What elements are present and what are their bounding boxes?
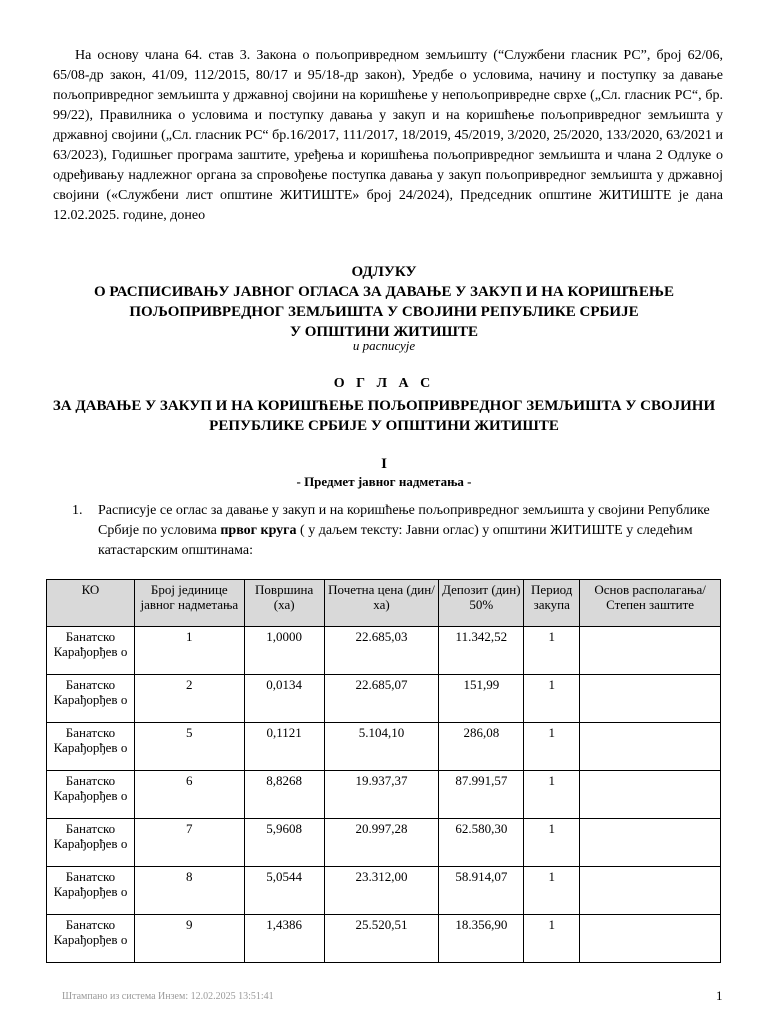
publishes-text: и расписује <box>352 338 416 353</box>
table-cell: 1,0000 <box>244 627 324 675</box>
table-cell: 62.580,30 <box>439 819 524 867</box>
table-cell: 1 <box>524 867 580 915</box>
table-cell: 6 <box>134 771 244 819</box>
table-cell: 1 <box>524 627 580 675</box>
list-item-number: 1. <box>72 503 83 518</box>
table-cell: 9 <box>134 915 244 963</box>
table-cell: 5,9608 <box>244 819 324 867</box>
printed-from-system-note: Штампано из система Инзем: 12.02.2025 13:51:41 <box>62 991 274 1002</box>
table-cell: 18.356,90 <box>439 915 524 963</box>
decision-title-line: ПОЉОПРИВРЕДНОГ ЗЕМЉИШТА У СВОЈИНИ РЕПУБЛИКЕ СРБИЈЕ <box>129 304 639 320</box>
table-cell: 11.342,52 <box>439 627 524 675</box>
column-header: Површина (ха) <box>244 580 324 627</box>
table-cell <box>580 771 721 819</box>
list-item-text <box>98 501 718 561</box>
table-row <box>47 771 721 819</box>
table-cell <box>580 627 721 675</box>
table-cell: 1 <box>524 675 580 723</box>
table-cell <box>580 819 721 867</box>
announcement-heading: О Г Л А С <box>333 376 435 391</box>
column-header: Број јединице јавног надметања <box>134 580 244 627</box>
announcement-subtitle-line: РЕПУБЛИКЕ СРБИЈЕ У ОПШТИНИ ЖИТИШТЕ <box>209 418 559 434</box>
table-cell: 0,0134 <box>244 675 324 723</box>
announcement-subtitle-line: ЗА ДАВАЊЕ У ЗАКУП И НА КОРИШЋЕЊЕ ПОЉОПРИВРЕДНОГ ЗЕМЉИШТА У СВОЈИНИ <box>52 398 716 414</box>
auction-units-table <box>46 579 721 963</box>
table-cell: 1 <box>524 915 580 963</box>
table-row <box>47 627 721 675</box>
table-cell: 22.685,07 <box>324 675 439 723</box>
table-cell: 22.685,03 <box>324 627 439 675</box>
table-row <box>47 819 721 867</box>
table-cell: Банатско Карађорђев о <box>47 627 135 675</box>
table-cell: 19.937,37 <box>324 771 439 819</box>
column-header: Депозит (дин) 50% <box>439 580 524 627</box>
decision-title-line: У ОПШТИНИ ЖИТИШТЕ <box>290 324 478 340</box>
table-row <box>47 723 721 771</box>
table-cell: 8 <box>134 867 244 915</box>
table-cell: 23.312,00 <box>324 867 439 915</box>
table-cell: Банатско Карађорђев о <box>47 723 135 771</box>
table-cell: 151,99 <box>439 675 524 723</box>
decision-title-line: ОДЛУКУ <box>351 264 417 280</box>
column-header: КО <box>47 580 135 627</box>
table-row <box>47 867 721 915</box>
table-cell: 0,1121 <box>244 723 324 771</box>
table-cell: Банатско Карађорђев о <box>47 771 135 819</box>
table-cell: 8,8268 <box>244 771 324 819</box>
table-cell: 58.914,07 <box>439 867 524 915</box>
table-cell: 2 <box>134 675 244 723</box>
list-item-text-part: Расписује се оглас за давање у закуп и на коришћење пољопривредног земљишта у својини Републике Србије по условима <box>98 503 710 538</box>
table-cell: 1 <box>524 819 580 867</box>
page-number: 1 <box>716 988 723 1003</box>
table-cell <box>580 675 721 723</box>
table-cell: 1 <box>134 627 244 675</box>
table-row <box>47 915 721 963</box>
table-cell: 5.104,10 <box>324 723 439 771</box>
list-item-text-bold: првог круга <box>220 523 297 538</box>
table-cell: Банатско Карађорђев о <box>47 915 135 963</box>
decision-title <box>0 262 768 342</box>
list-item-text-part: ( у даљем тексту: Јавни оглас) у општини ЖИТИШТЕ у следећим катастарским општинама: <box>98 523 693 558</box>
column-header: Период закупа <box>524 580 580 627</box>
section-number: I <box>381 456 387 472</box>
table-cell: 1 <box>524 723 580 771</box>
table-cell: Банатско Карађорђев о <box>47 867 135 915</box>
table-cell: 1 <box>524 771 580 819</box>
section-title: - Предмет јавног надметања - <box>296 474 472 489</box>
table-cell: 286,08 <box>439 723 524 771</box>
announcement-subtitle <box>0 396 768 436</box>
column-header: Основ располагања/Степен заштите <box>580 580 721 627</box>
decision-title-line: О РАСПИСИВАЊУ ЈАВНОГ ОГЛАСА ЗА ДАВАЊЕ У ЗАКУП И НА КОРИШЋЕЊЕ <box>94 284 674 300</box>
table-cell: 87.991,57 <box>439 771 524 819</box>
table-header-row <box>47 580 721 627</box>
table-cell <box>580 915 721 963</box>
table-cell: 25.520,51 <box>324 915 439 963</box>
table-row <box>47 675 721 723</box>
table-cell: 20.997,28 <box>324 819 439 867</box>
table-cell: Банатско Карађорђев о <box>47 675 135 723</box>
table-cell <box>580 867 721 915</box>
table-cell: 5,0544 <box>244 867 324 915</box>
table-cell <box>580 723 721 771</box>
table-cell: Банатско Карађорђев о <box>47 819 135 867</box>
table-cell: 7 <box>134 819 244 867</box>
table-cell: 5 <box>134 723 244 771</box>
column-header: Почетна цена (дин/ха) <box>324 580 439 627</box>
intro-paragraph: На основу члана 64. став 3. Закона о пољопривредном земљишту (“Службени гласник РС”, број 62/06, 65/08-др закон, 41/09, 112/2015, 80/17 и 95/18-др закон), Уредбе о условима, начину и поступку за давање пољопривредног земљишта у државној својини на коришћење у непољопривредне сврхе („Сл. гласник РС“, бр. 99/22), Правилника о условима и поступку давања у закуп и на коришћење пољопривредног земљишта у државној својини („Сл. гласник РС“ бр.16/2017, 111/2017, 18/2019, 45/2019, 3/2020, 25/2020, 133/2020, 63/2021 и 63/2023), Годишњег програма заштите, уређења и коришћења пољопривредног земљишта и члана 2 Одлуке о одређивању надлежног органа за спровођење поступка давања у закуп пољопривредног земљишта у државној својини («Службени лист општине ЖИТИШТЕ» број 24/2024), Председник општине ЖИТИШТЕ је дана 12.02.2025. године, донео <box>53 48 723 223</box>
table-cell: 1,4386 <box>244 915 324 963</box>
